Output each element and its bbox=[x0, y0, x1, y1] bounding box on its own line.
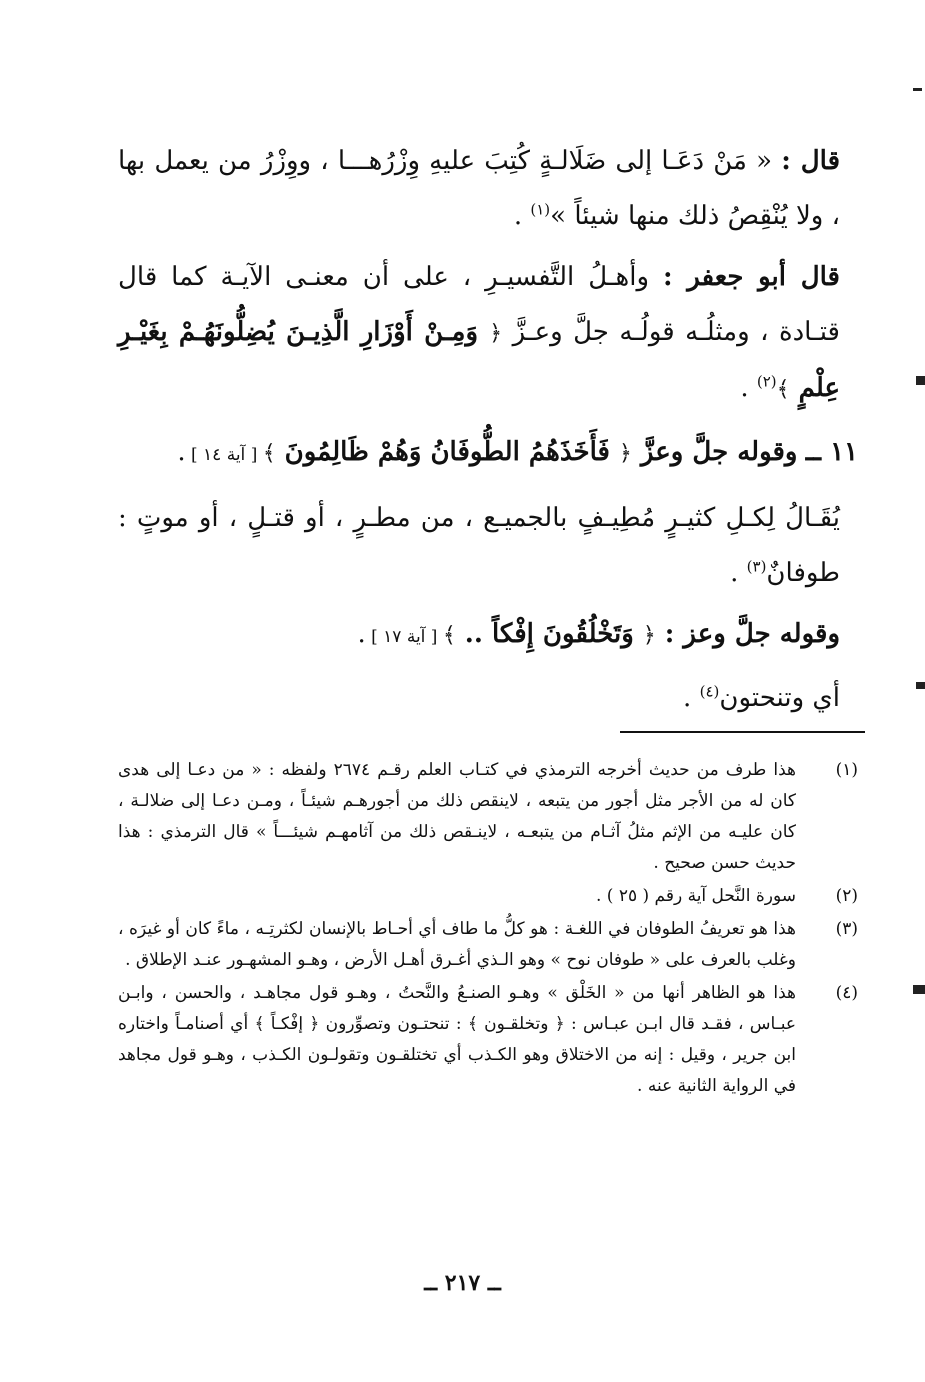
footnote-number: (٣) bbox=[835, 919, 858, 939]
footnote-text: سورة النَّحل آية رقم ( ٢٥ ) . bbox=[595, 886, 796, 906]
footnote-marker-2: (٢) bbox=[756, 372, 777, 391]
verse-number: ١١ ــ bbox=[805, 437, 858, 467]
verse-reference: [ آية ١٧ ] bbox=[365, 627, 443, 647]
footnote-marker-1: (١) bbox=[530, 200, 551, 219]
footnote-number: (٢) bbox=[835, 886, 858, 906]
paragraph-verse-17: وقوله جلَّ وعز : ﴿ وَتَخْلُقُونَ إِفْكاً .. ﴾ [ آية ١٧ ] . bbox=[357, 619, 840, 649]
quran-verse: وَتَخْلُقُونَ إِفْكاً .. bbox=[455, 619, 643, 649]
verse-intro: وقوله جلَّ وعزَّ bbox=[631, 437, 798, 467]
quran-verse: فَأَخَذَهُمُ الطُّوفَانُ وَهُمْ ظَالِمُونَ bbox=[275, 437, 619, 467]
footnote-marker-3: (٣) bbox=[746, 557, 767, 576]
page-number: ــ ٢١٧ ــ bbox=[424, 1270, 501, 1296]
paragraph-verse-11: ١١ ــ وقوله جلَّ وعزَّ ﴿ فَأَخَذَهُمُ الطُّوفَانُ وَهُمْ ظَالِمُونَ ﴾ [ آية ١٤ ] . bbox=[177, 437, 858, 467]
footnote-text: هذا طرف من حديث أخرجه الترمذي في كتـاب العلم رقـم ٢٦٧٤ ولفظه : « من دعـا إلى هدى كان له من الأجر مثل أجور من يتبعه ، لاينقص ذلك من أجورهـم شيئـاً ، ومـن دعـا إلى ضلالـة ، كان عليـه من الإثم مثلُ آثـام من يتبعـه ، لاينـقص ذلك من آثامهـم شيئـــاً » قال الترمذي : هذا حديث حسن صحيح . bbox=[118, 760, 796, 873]
footnote-number: (٤) bbox=[835, 983, 858, 1003]
quran-bracket-open: ﴿ bbox=[642, 623, 656, 648]
footnote-1 bbox=[118, 755, 858, 879]
quran-bracket-close: ﴾ bbox=[442, 623, 456, 648]
verse-reference: [ آية ١٤ ] bbox=[185, 445, 263, 465]
footnote-2 bbox=[118, 881, 858, 912]
paragraph-commentary: قال أبو جعفر : وأهـلُ التَّفسيـرِ ، على أن معنـى الآيـة كما قال قتـادة ، ومثلُـه قولُـه جلَّ وعـزَّ ﴿ وَمِـنْ أَوْزَارِ الَّذِيـنَ يُضِلُّونَهُـمْ بِغَيْـرِ عِلْمٍ ﴾$^{(٢)}$ . bbox=[118, 262, 840, 403]
quran-bracket-open: ﴿ bbox=[489, 321, 503, 346]
footnote-3 bbox=[118, 914, 858, 976]
footnote-marker-4: (٤) bbox=[699, 682, 720, 701]
footnotes bbox=[118, 755, 858, 1104]
quran-bracket-close: ﴾ bbox=[776, 377, 790, 402]
explanation-text: أي وتنحتون bbox=[719, 683, 840, 713]
scan-mark bbox=[913, 88, 922, 91]
footnote-text: هذا هو الظاهر أنها من « الخَلْق » وهـو الصنـعُ والنَّحتُ ، وهـو قول مجاهـد ، والحسن ، وابـن عبـاس ، فقـد قال ابـن عبـاس : ﴿ وتخلقـون ﴾ : تنحتـون وتصوِّرون ﴿ إفْكـاً ﴾ أي أصنامـاً واختاره ابن جرير ، وقيل : إنه من الاختلاق وهو الكـذب أي تختلقـون وتقولـون الكـذب ، وهـو قول مجاهد في الرواية الثانية عنه . bbox=[118, 983, 796, 1096]
main-text bbox=[118, 134, 858, 732]
speaker-label: قال : bbox=[781, 146, 841, 176]
paragraph-tufan: يُقَـالُ لِكـلِ كثيـرٍ مُطِيـفٍ بالجميـع ، من مطـرٍ ، أو قتـلٍ ، أو موتٍ : طوفانٌ$^{(٣)}$ . bbox=[118, 503, 840, 588]
scan-mark bbox=[916, 376, 925, 385]
verse-intro: وقوله جلَّ وعز : bbox=[655, 619, 840, 649]
commentary-text: وأهـلُ التَّفسيـرِ ، على أن معنـى الآيـة كما قال قتـادة ، ومثلُـه قولُـه جلَّ وعـزَّ bbox=[118, 262, 840, 347]
speaker-label: قال أبو جعفر : bbox=[662, 262, 840, 292]
scan-mark bbox=[916, 682, 925, 689]
footnote-number: (١) bbox=[835, 760, 858, 780]
quran-bracket-open: ﴿ bbox=[618, 441, 632, 466]
explanation-text: يُقَـالُ لِكـلِ كثيـرٍ مُطِيـفٍ بالجميـع ، من مطـرٍ ، أو قتـلٍ ، أو موتٍ : طوفانٌ bbox=[118, 503, 840, 588]
footnote-separator bbox=[620, 731, 865, 733]
paragraph-hadith: قال : « مَنْ دَعَـا إلى ضَلَالـةٍ كُتِبَ عليهِ وِزْرُهـــا ، ووِزْرُ من يعمل بها ، ولا يُنْقِصُ ذلك منها شيئاً »$^{(١)}$ . bbox=[118, 146, 841, 231]
scan-mark bbox=[913, 985, 925, 994]
quran-verse: وَمِـنْ أَوْزَارِ الَّذِيـنَ يُضِلُّونَهُـمْ بِغَيْـرِ عِلْمٍ bbox=[118, 317, 840, 403]
paragraph-meaning: أي وتنحتون$^{(٤)}$ . bbox=[683, 682, 840, 713]
footnote-text: هذا هو تعريفُ الطوفان في اللغـة : هو كلُّ ما طاف أي أحـاط بالإنسان لكثرتِـه ، ماءً كان أو غيرَه ، وغلب بالعرف على « طوفان نوح » وهو الـذي أغـرق أهـل الأرض ، وهـو المشهـور عنـد الإطلاق . bbox=[118, 919, 796, 970]
quran-bracket-close: ﴾ bbox=[262, 441, 276, 466]
footnote-4 bbox=[118, 978, 858, 1102]
hadith-text: « مَنْ دَعَـا إلى ضَلَالـةٍ كُتِبَ عليهِ وِزْرُهـــا ، ووِزْرُ من يعمل بها ، ولا يُنْقِصُ ذلك منها شيئاً » bbox=[118, 146, 840, 231]
